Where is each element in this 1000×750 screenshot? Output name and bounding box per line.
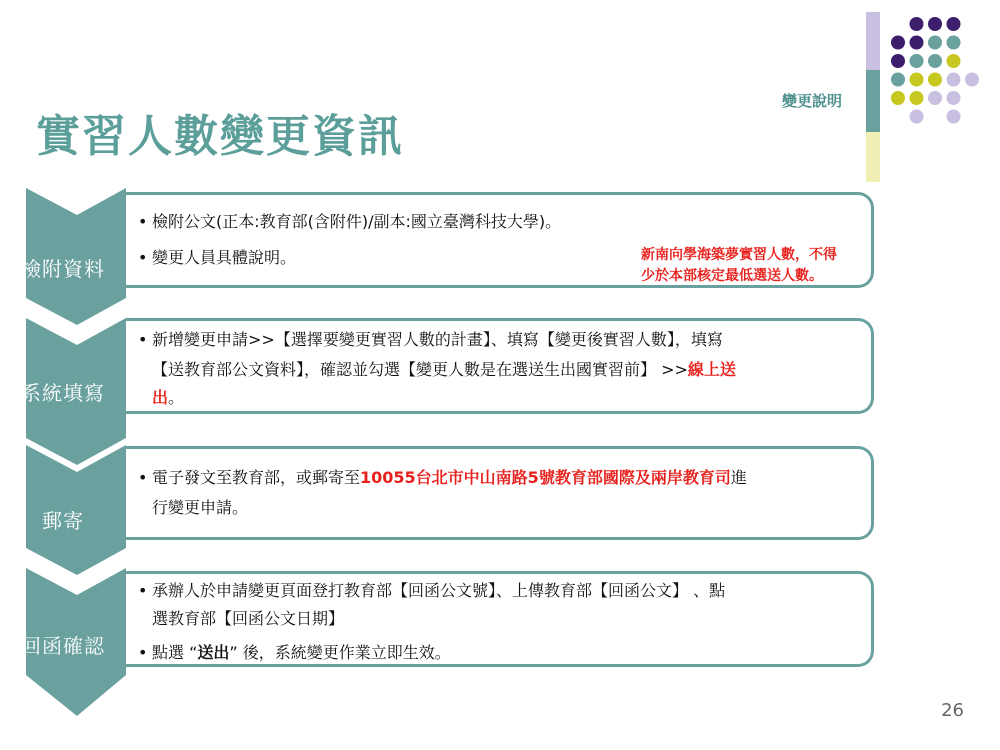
decorative-dot [928,91,942,105]
decorative-dot [947,54,961,68]
list-item-continuation: 選教育部【回函公文日期】 [152,609,345,628]
decorative-dot [928,73,942,87]
decorative-dot [891,73,905,87]
decorative-dot [928,17,942,31]
decorative-dot [891,91,905,105]
step-label-documents: 檢附資料 [21,257,105,281]
deco-bar-teal [866,70,880,132]
list-item: • 檢附公文(正本:教育部(含附件)/副本:國立臺灣科技大學)。 [138,212,562,231]
decorative-dot [947,110,961,124]
step-box-system-fill [126,318,874,414]
list-item: • 電子發文至教育部，或郵寄至10055台北市中山南路5號教育部國際及兩岸教育司進 [138,468,747,487]
page-number: 26 [941,700,964,721]
list-item-continuation: 行變更申請。 [152,498,249,517]
list-item: • 變更人員具體說明。 [138,248,297,267]
decorative-dot [947,91,961,105]
page-title: 實習人數變更資訊 [36,111,404,162]
decorative-dot [947,36,961,50]
decorative-dot [947,17,961,31]
decorative-dot [910,91,924,105]
list-item-continuation: 【送教育部公文資料】，確認並勾選【變更人數是在選送生出國實習前】 >>線上送 [152,360,736,379]
decorative-dot [910,36,924,50]
decorative-dot [947,73,961,87]
list-item: • 新增變更申請>>【選擇要變更實習人數的計畫】、填寫【變更後實習人數】，填寫 [138,330,723,349]
decorative-dot [910,73,924,87]
step-box-documents [126,192,874,288]
decorative-dot [891,36,905,50]
decorative-dot [928,54,942,68]
decorative-dot [928,36,942,50]
step-label-reply-confirm: 回函確認 [21,634,105,658]
red-note: 新南向學海築夢實習人數，不得 少於本部核定最低選送人數。 [641,247,837,284]
step-label-system-fill: 系統填寫 [21,381,105,405]
decorative-dot [891,54,905,68]
list-item-continuation: 出。 [152,388,185,407]
decorative-dot [910,110,924,124]
section-label: 變更說明 [781,92,842,110]
list-item: • 點選 “送出” 後，系統變更作業立即生效。 [138,643,451,662]
step-box-reply-confirm [126,571,874,667]
decorative-dot [910,17,924,31]
decorative-dot [965,73,979,87]
step-label-mail: 郵寄 [42,509,84,533]
step-box-mail [126,446,874,540]
deco-bar-yellow [866,132,880,182]
list-item: • 承辦人於申請變更頁面登打教育部【回函公文號】、上傳教育部【回函公文】 、點 [138,581,726,600]
decorative-dot [910,54,924,68]
deco-bar-lavender [866,12,880,70]
